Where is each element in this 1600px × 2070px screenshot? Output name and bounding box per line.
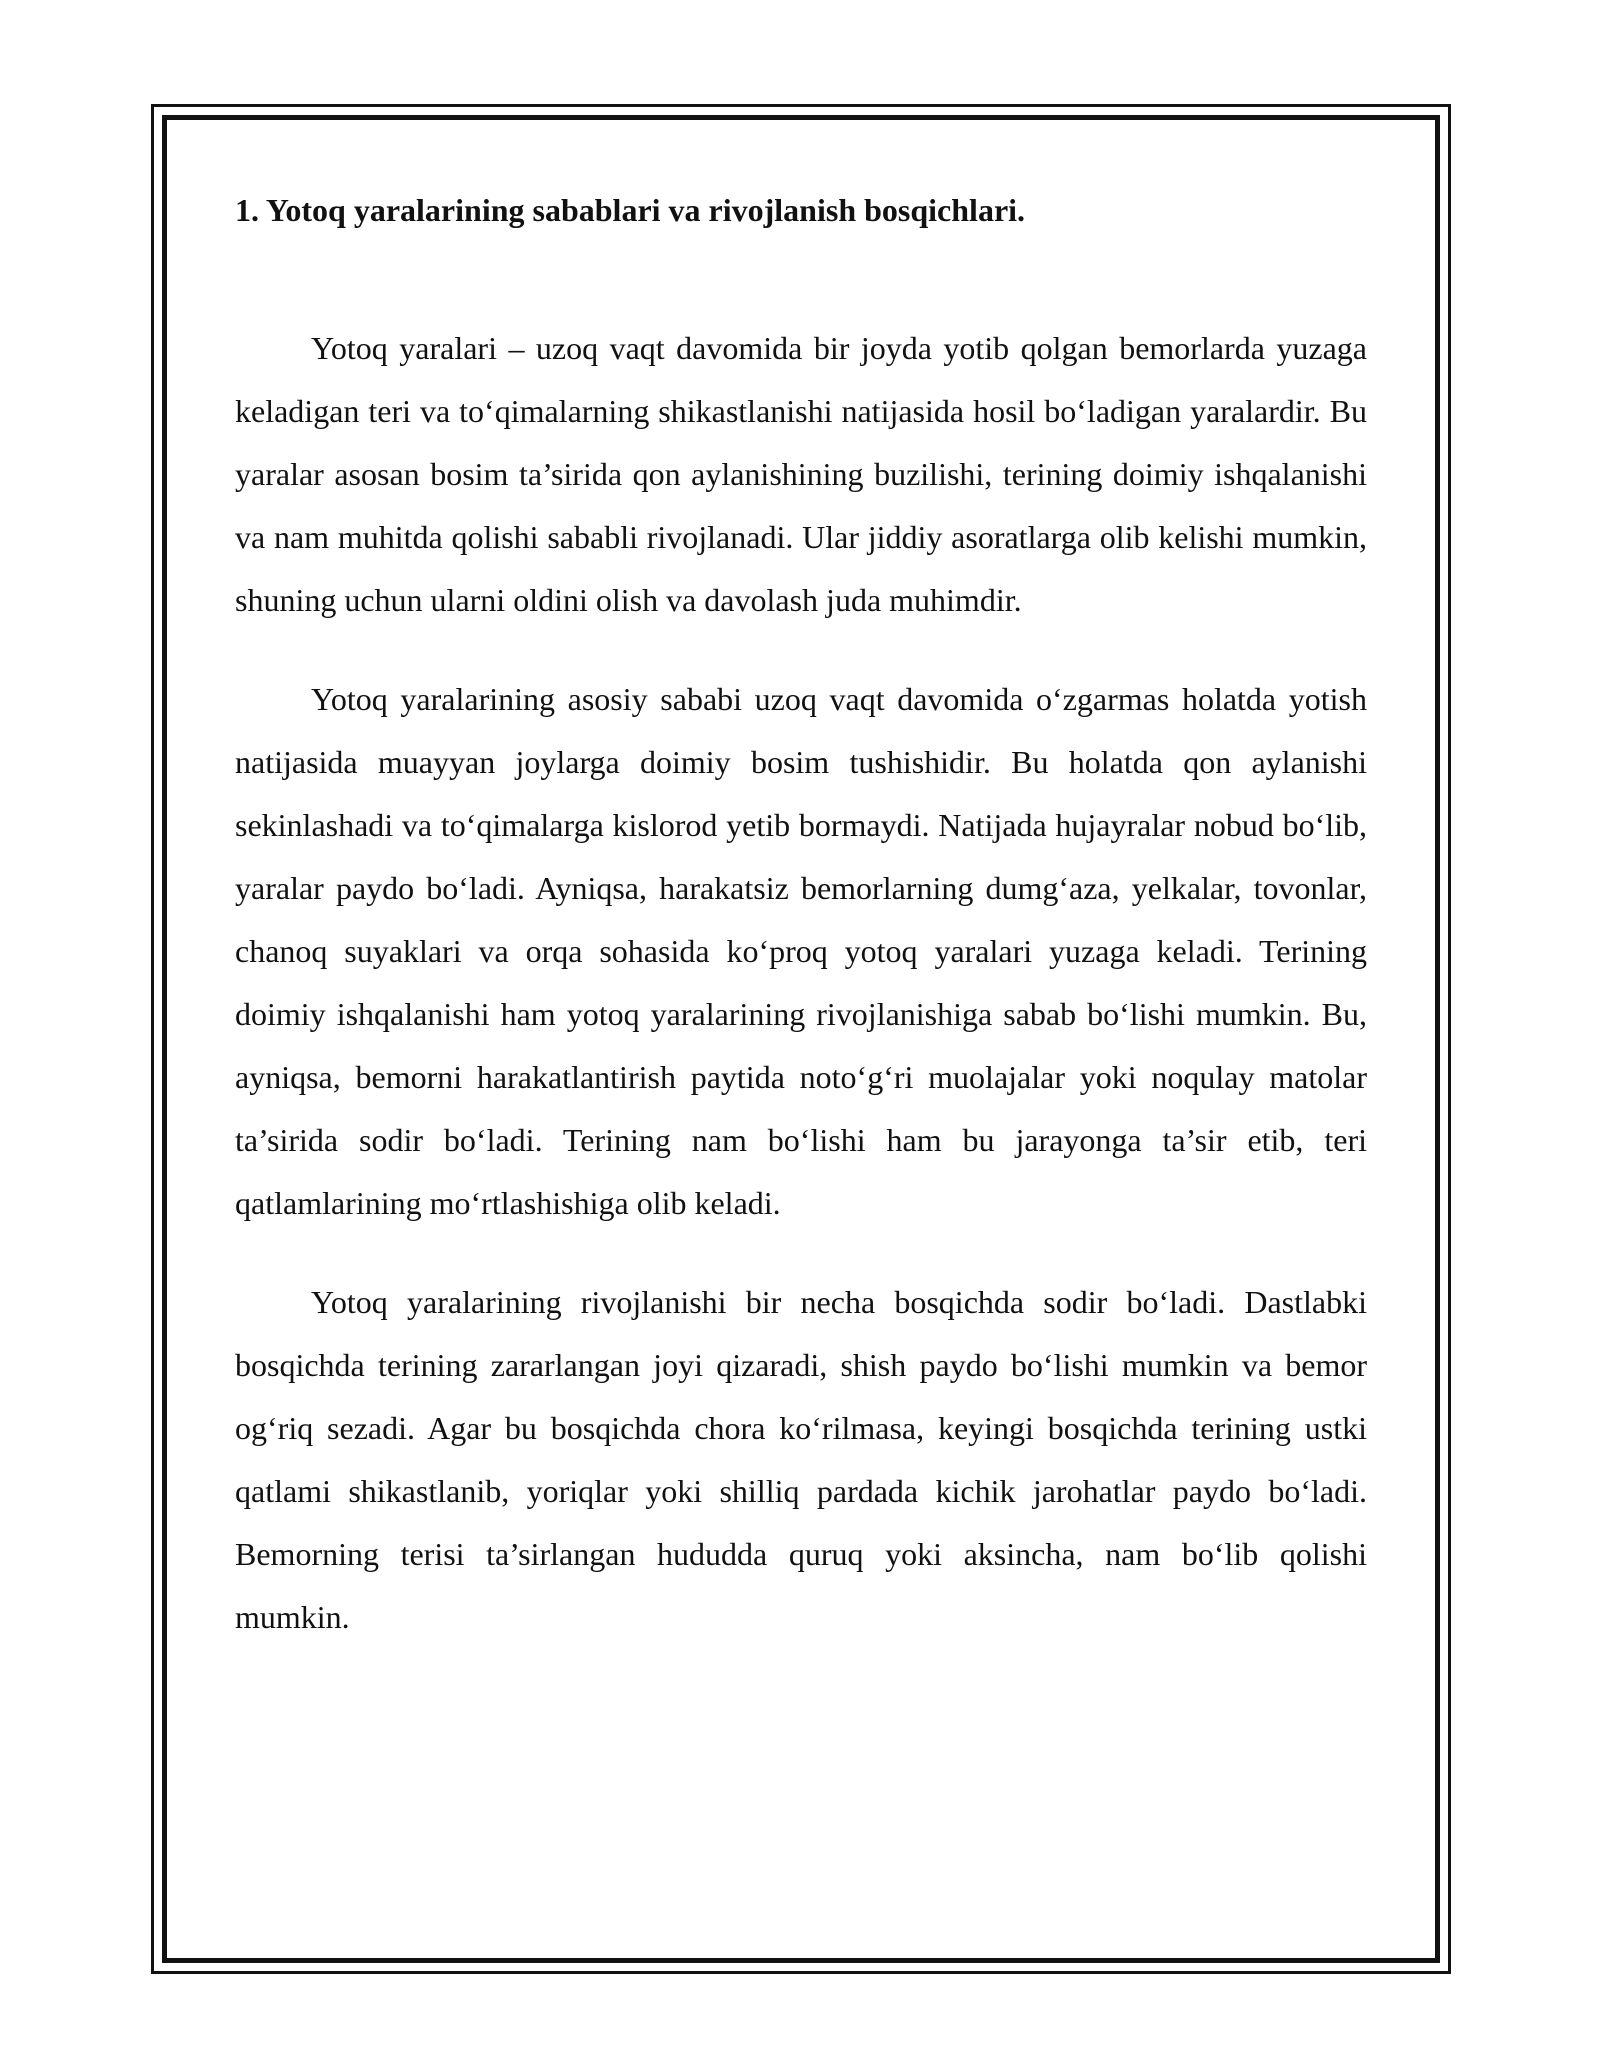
section-heading: 1. Yotoq yaralarining sabablari va rivojlanish bosqichlari. — [235, 192, 1026, 228]
document-body — [235, 185, 1367, 1685]
paragraph-causes: Yotoq yaralarining asosiy sababi uzoq vaqt davomida o‘zgarmas holatda yotish natijasida muayyan joylarga doimiy bosim tushishidir. Bu holatda qon aylanishi sekinlashadi va to‘qimalarga kislorod yetib bormaydi. Natijada hujayralar nobud bo‘lib, yaralar paydo bo‘ladi. Ayniqsa, harakatsiz bemorlarning dumg‘aza, yelkalar, tovonlar, chanoq suyaklari va orqa sohasida ko‘proq yotoq yaralari yuzaga keladi. Terining doimiy ishqalanishi ham yotoq yaralarining rivojlanishiga sabab bo‘lishi mumkin. Bu, ayniqsa, bemorni harakatlantirish paytida noto‘g‘ri muolajalar yoki noqulay matolar ta’sirida sodir bo‘ladi. Terining nam bo‘lishi ham bu jarayonga ta’sir etib, teri qatlamlarining mo‘rtlashishiga olib keladi. — [235, 681, 1367, 1221]
paragraph-definition: Yotoq yaralari – uzoq vaqt davomida bir joyda yotib qolgan bemorlarda yuzaga keladigan teri va to‘qimalarning shikastlanishi natijasida hosil bo‘ladigan yaralardir. Bu yaralar asosan bosim ta’sirida qon aylanishining buzilishi, terining doimiy ishqalanishi va nam muhitda qolishi sababli rivojlanadi. Ular jiddiy asoratlarga olib kelishi mumkin, shuning uchun ularni oldini olish va davolash juda muhimdir. — [235, 330, 1367, 618]
paragraph-stages: Yotoq yaralarining rivojlanishi bir necha bosqichda sodir bo‘ladi. Dastlabki bosqichda terining zararlangan joyi qizaradi, shish paydo bo‘lishi mumkin va bemor og‘riq sezadi. Agar bu bosqichda chora ko‘rilmasa, keyingi bosqichda terining ustki qatlami shikastlanib, yoriqlar yoki shilliq pardada kichik jarohatlar paydo bo‘ladi. Bemorning terisi ta’sirlangan hududda quruq yoki aksincha, nam bo‘lib qolishi mumkin. — [235, 1284, 1367, 1635]
